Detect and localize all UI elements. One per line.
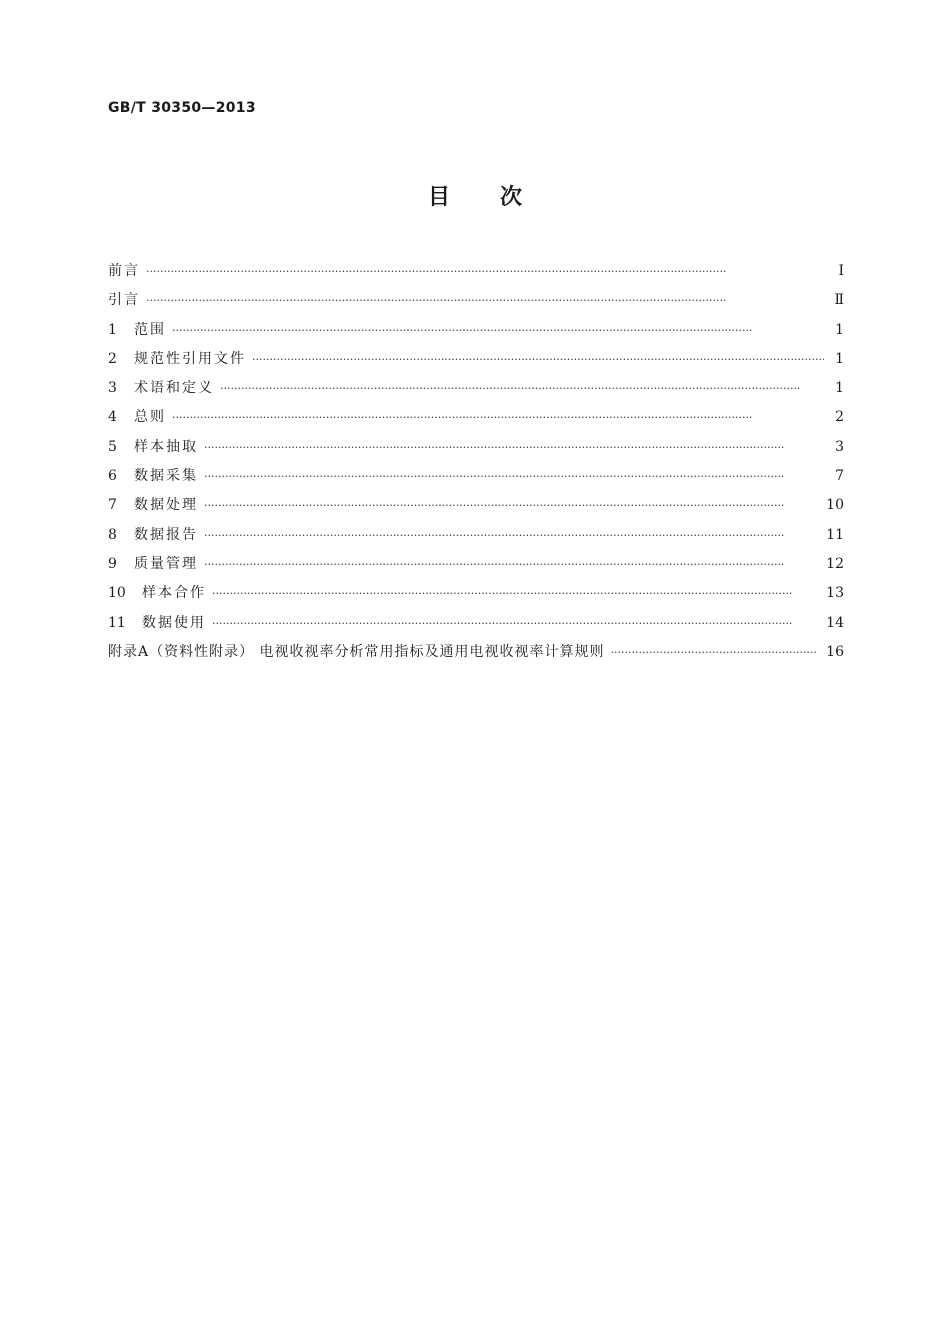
toc-entry-number: 1 [108,321,117,338]
toc-entry-11[interactable] [108,609,844,638]
toc-entry-page: 1 [835,350,844,367]
toc-leader-dots [172,316,824,345]
toc-entry-page: 3 [835,438,844,455]
toc-leader-dots [212,579,818,608]
toc-entry-appendix-a[interactable] [108,638,844,667]
toc-entry-label: 数据报告 [134,526,198,543]
table-of-contents [108,257,844,667]
toc-entry-label: 数据采集 [134,468,198,485]
toc-leader-dots [611,638,819,667]
toc-entry-10[interactable] [108,579,844,608]
toc-entry-page: Ⅰ [838,263,844,279]
toc-entry-number: 2 [108,350,117,367]
toc-leader-dots [204,433,824,462]
toc-leader-dots [204,491,818,520]
toc-entry-2[interactable] [108,345,844,374]
toc-entry-label: 数据使用 [142,614,206,631]
toc-leader-dots [212,609,818,638]
toc-leader-dots [146,257,824,286]
toc-entry-label: 规范性引用文件 [134,350,246,367]
toc-leader-dots [220,374,824,403]
toc-entry-8[interactable] [108,521,844,550]
toc-entry-label: 范围 [134,321,166,338]
toc-entry-label: 术语和定义 [134,380,214,397]
toc-entry-number: 10 [108,585,126,602]
toc-leader-dots [146,286,824,315]
toc-entry-label: 数据处理 [134,497,198,514]
toc-leader-dots [204,462,824,491]
toc-leader-dots [204,550,818,579]
toc-title-char-1: 目 [427,185,450,210]
toc-entry-page: 1 [835,321,844,338]
toc-entry-page: 12 [826,555,844,572]
toc-entry-preface[interactable] [108,257,844,286]
toc-entry-label: 样本合作 [142,585,206,602]
toc-entry-label: 附录A（资料性附录） 电视收视率分析常用指标及通用电视收视率计算规则 [108,643,605,660]
toc-entry-label: 前言 [108,263,140,279]
toc-entry-page: 16 [826,643,844,660]
toc-entry-page: 11 [826,526,844,543]
toc-entry-7[interactable] [108,491,844,520]
toc-entry-9[interactable] [108,550,844,579]
toc-entry-number: 5 [108,438,117,455]
toc-entry-4[interactable] [108,403,844,432]
toc-leader-dots [204,521,818,550]
toc-entry-label: 样本抽取 [134,438,198,455]
toc-leader-dots [172,403,824,432]
toc-entry-6[interactable] [108,462,844,491]
toc-entry-number: 7 [108,497,117,514]
toc-entry-page: 7 [835,468,844,485]
toc-entry-number: 4 [108,409,117,426]
toc-entry-page: Ⅱ [834,292,844,309]
toc-entry-number: 3 [108,380,117,397]
toc-entry-page: 14 [826,614,844,631]
toc-title-char-2: 次 [500,185,523,210]
toc-entry-page: 10 [826,497,844,514]
toc-title [0,180,950,211]
toc-entry-1[interactable] [108,316,844,345]
toc-entry-page: 1 [835,380,844,397]
toc-entry-label: 引言 [108,292,140,309]
toc-entry-page: 13 [826,585,844,602]
toc-entry-number: 11 [108,614,126,631]
toc-entry-3[interactable] [108,374,844,403]
toc-entry-number: 8 [108,526,117,543]
toc-entry-label: 总则 [134,409,166,426]
toc-entry-5[interactable] [108,433,844,462]
toc-leader-dots [252,345,824,374]
toc-entry-number: 6 [108,468,117,485]
toc-entry-page: 2 [835,409,844,426]
toc-entry-label: 质量管理 [134,555,198,572]
toc-entry-introduction[interactable] [108,286,844,315]
standard-number: GB/T 30350—2013 [108,100,256,116]
toc-entry-number: 9 [108,555,117,572]
